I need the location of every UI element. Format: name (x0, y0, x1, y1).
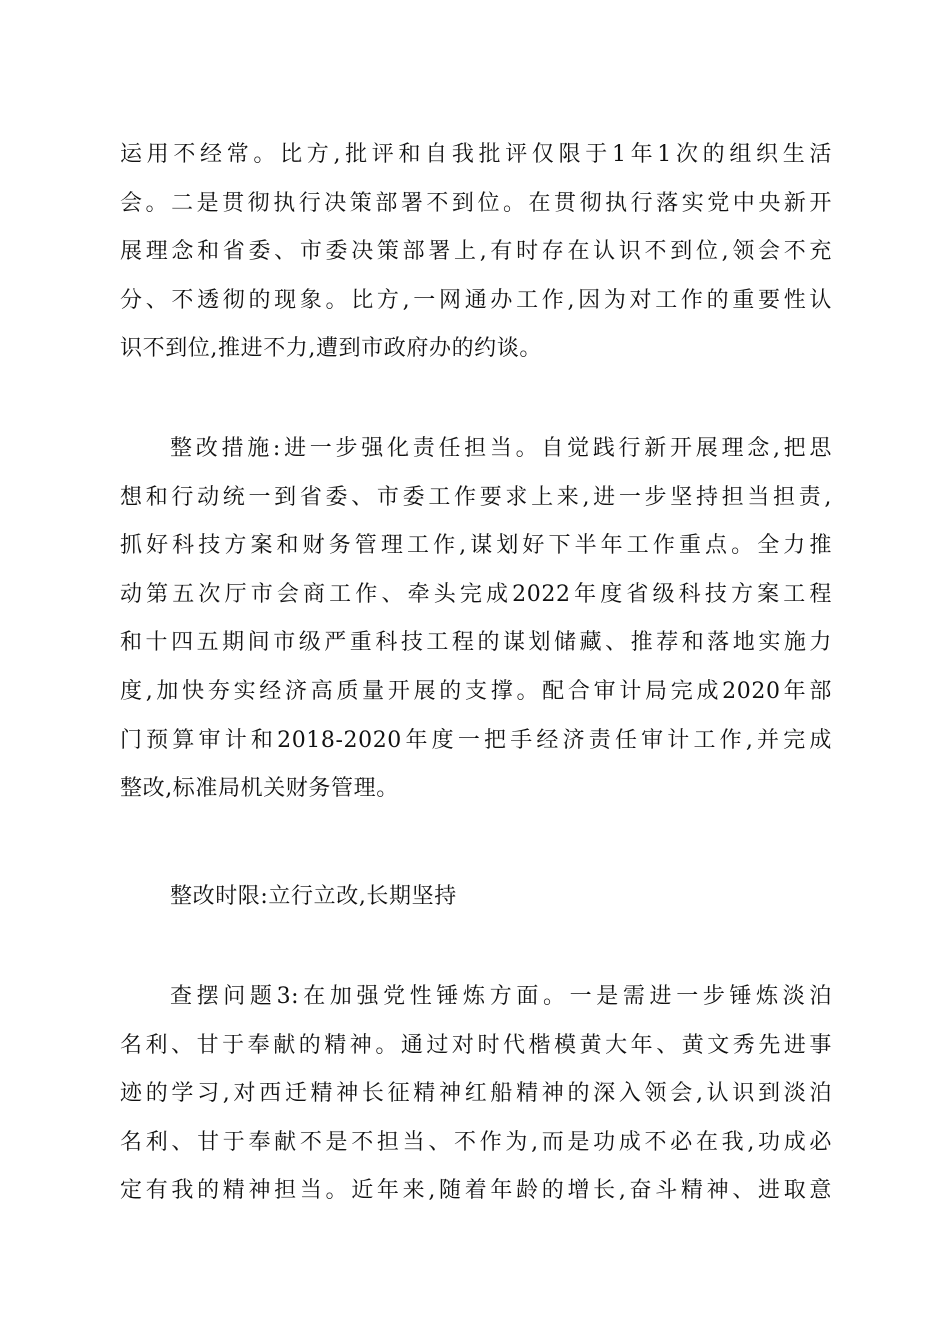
text-line: 整改,标准局机关财务管理。 (120, 776, 399, 802)
text-line: 名利、甘于奉献不是不担当、不作为,而是功成不必在我,功成必 (120, 1129, 832, 1155)
text-line: 整改措施:进一步强化责任担当。自觉践行新开展理念,把思 (170, 436, 832, 461)
text-line: 名利、甘于奉献的精神。通过对时代楷模黄大年、黄文秀先进事 (120, 1032, 832, 1058)
paragraph-rectification-measures (120, 425, 832, 814)
text-line: 抓好科技方案和财务管理工作,谋划好下半年工作重点。全力推 (120, 533, 832, 559)
text-line: 和十四五期间市级严重科技工程的谋划储藏、推荐和落地实施力 (120, 630, 832, 656)
text-line: 想和行动统一到省委、市委工作要求上来,进一步坚持担当担责, (120, 484, 832, 510)
text-line: 度,加快夯实经济高质量开展的支撑。配合审计局完成2020年部 (120, 678, 832, 704)
text-line: 迹的学习,对西迁精神长征精神红船精神的深入领会,认识到淡泊 (120, 1081, 832, 1107)
text-line: 整改时限:立行立改,长期坚持 (170, 884, 457, 909)
paragraph-problem-continued (120, 131, 832, 374)
text-line: 查摆问题3:在加强党性锤炼方面。一是需进一步锤炼淡泊 (170, 984, 832, 1009)
text-line: 会。二是贯彻执行决策部署不到位。在贯彻执行落实党中央新开 (120, 190, 832, 216)
text-line: 动第五次厅市会商工作、牵头完成2022年度省级科技方案工程 (120, 581, 832, 607)
paragraph-problem-3 (120, 973, 832, 1216)
text-line: 识不到位,推进不力,遭到市政府办的约谈。 (120, 336, 542, 362)
text-line: 运用不经常。比方,批评和自我批评仅限于1年1次的组织生活 (120, 142, 832, 167)
text-line: 定有我的精神担当。近年来,随着年龄的增长,奋斗精神、进取意 (120, 1178, 832, 1204)
text-line: 分、不透彻的现象。比方,一网通办工作,因为对工作的重要性认 (120, 287, 832, 313)
paragraph-rectification-deadline (120, 873, 832, 922)
text-line: 门预算审计和2018-2020年度一把手经济责任审计工作,并完成 (120, 727, 832, 753)
text-line: 展理念和省委、市委决策部署上,有时存在认识不到位,领会不充 (120, 239, 832, 265)
